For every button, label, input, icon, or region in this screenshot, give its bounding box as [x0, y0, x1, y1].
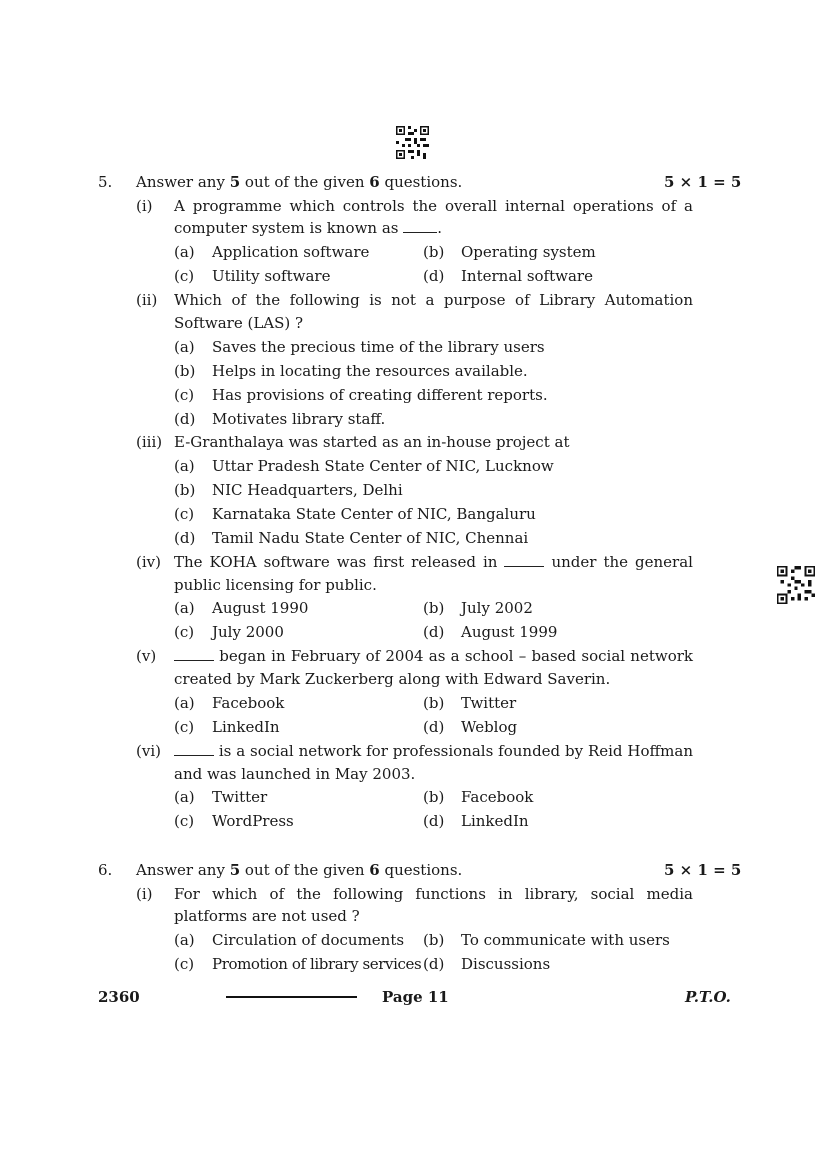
sub-question-label: (iv) [136, 553, 161, 571]
option-text: Karnataka State Center of NIC, Bangaluru [212, 505, 536, 523]
answer-blank [403, 220, 437, 233]
option-label: (a) [174, 694, 195, 712]
sub-question-stem: began in February of 2004 as a school – based social network [174, 645, 693, 668]
sub-question-label: (ii) [136, 291, 158, 309]
option-text: August 1999 [461, 623, 558, 641]
option-label: (c) [174, 955, 195, 973]
option-text: Internal software [461, 267, 593, 285]
sub-question-stem: is a social network for professionals founded by Reid Hoffman [174, 740, 693, 763]
option-label: (b) [423, 694, 445, 712]
option-label: (c) [174, 386, 195, 404]
marks-scheme: 5 × 1 = 5 [664, 173, 742, 191]
option-label: (c) [174, 623, 195, 641]
option-label: (b) [423, 599, 445, 617]
option-text: Twitter [461, 694, 517, 712]
sub-question-stem: Which of the following is not a purpose of Library Automation [174, 291, 693, 309]
option-label: (c) [174, 267, 195, 285]
sub-question-label: (v) [136, 647, 157, 665]
option-text: Twitter [212, 788, 268, 806]
option-text: LinkedIn [461, 812, 529, 830]
sub-question-stem: E-Granthalaya was started as an in-house project at [174, 433, 570, 451]
option-label: (d) [174, 410, 196, 428]
option-label: (d) [423, 623, 445, 641]
option-text: Application software [212, 243, 370, 261]
sub-question-stem: For which of the following functions in library, social media [174, 885, 693, 903]
qr-code-icon [396, 126, 429, 159]
sub-question-stem-cont: and was launched in May 2003. [174, 765, 416, 783]
question-number: 6. [98, 861, 113, 879]
option-text: To communicate with users [461, 931, 670, 949]
question-instruction: Answer any 5 out of the given 6 questions. [136, 861, 463, 879]
sub-question-label: (i) [136, 197, 153, 215]
option-text: NIC Headquarters, Delhi [212, 481, 403, 499]
option-label: (a) [174, 931, 195, 949]
option-label: (d) [423, 955, 445, 973]
option-text: Operating system [461, 243, 596, 261]
sub-question-stem-cont: platforms are not used ? [174, 907, 360, 925]
sub-question-label: (i) [136, 885, 153, 903]
option-label: (d) [174, 529, 196, 547]
option-label: (a) [174, 788, 195, 806]
option-text: Circulation of documents [212, 931, 405, 949]
option-label: (c) [174, 718, 195, 736]
option-label: (a) [174, 599, 195, 617]
option-text: Uttar Pradesh State Center of NIC, Lucknow [212, 457, 554, 475]
sub-question-label: (vi) [136, 742, 161, 760]
option-text: WordPress [212, 812, 294, 830]
option-text: Promotion of library services [212, 955, 422, 973]
page-number: Page 11 [382, 988, 449, 1006]
paper-code: 2360 [98, 988, 140, 1006]
sub-question-stem-cont: public licensing for public. [174, 576, 377, 594]
option-label: (d) [423, 812, 445, 830]
sub-question-stem-cont: created by Mark Zuckerberg along with Edward Saverin. [174, 670, 611, 688]
question-instruction: Answer any 5 out of the given 6 questions. [136, 173, 463, 191]
option-label: (d) [423, 267, 445, 285]
option-text: August 1990 [212, 599, 309, 617]
sub-question-stem: The KOHA software was first released in under the general [174, 553, 693, 571]
option-label: (b) [423, 788, 445, 806]
option-label: (c) [174, 812, 195, 830]
sub-question-stem-cont: Software (LAS) ? [174, 314, 304, 332]
question-number: 5. [98, 173, 113, 191]
footer-divider [226, 996, 357, 998]
option-text: Utility software [212, 267, 331, 285]
option-text: Motivates library staff. [212, 410, 386, 428]
option-text: Helps in locating the resources available. [212, 362, 528, 380]
option-text: Weblog [461, 718, 518, 736]
qr-code-icon [777, 566, 815, 604]
option-text: Facebook [212, 694, 285, 712]
option-text: Saves the precious time of the library users [212, 338, 545, 356]
please-turn-over: P.T.O. [685, 988, 731, 1006]
option-text: Has provisions of creating different reports. [212, 386, 548, 404]
option-label: (b) [174, 362, 196, 380]
option-label: (c) [174, 505, 195, 523]
option-text: LinkedIn [212, 718, 280, 736]
option-text: July 2002 [461, 599, 533, 617]
sub-question-stem: A programme which controls the overall internal operations of a [174, 197, 693, 215]
option-text: Discussions [461, 955, 551, 973]
option-label: (a) [174, 338, 195, 356]
option-label: (b) [174, 481, 196, 499]
option-label: (b) [423, 931, 445, 949]
option-text: Tamil Nadu State Center of NIC, Chennai [212, 529, 529, 547]
option-label: (b) [423, 243, 445, 261]
sub-question-label: (iii) [136, 433, 163, 451]
option-text: Facebook [461, 788, 534, 806]
option-label: (a) [174, 243, 195, 261]
answer-blank [504, 554, 544, 567]
option-text: July 2000 [212, 623, 284, 641]
option-label: (d) [423, 718, 445, 736]
answer-blank [174, 648, 214, 661]
answer-blank [174, 743, 214, 756]
sub-question-stem-cont: computer system is known as . [174, 219, 443, 237]
option-label: (a) [174, 457, 195, 475]
marks-scheme: 5 × 1 = 5 [664, 861, 742, 879]
